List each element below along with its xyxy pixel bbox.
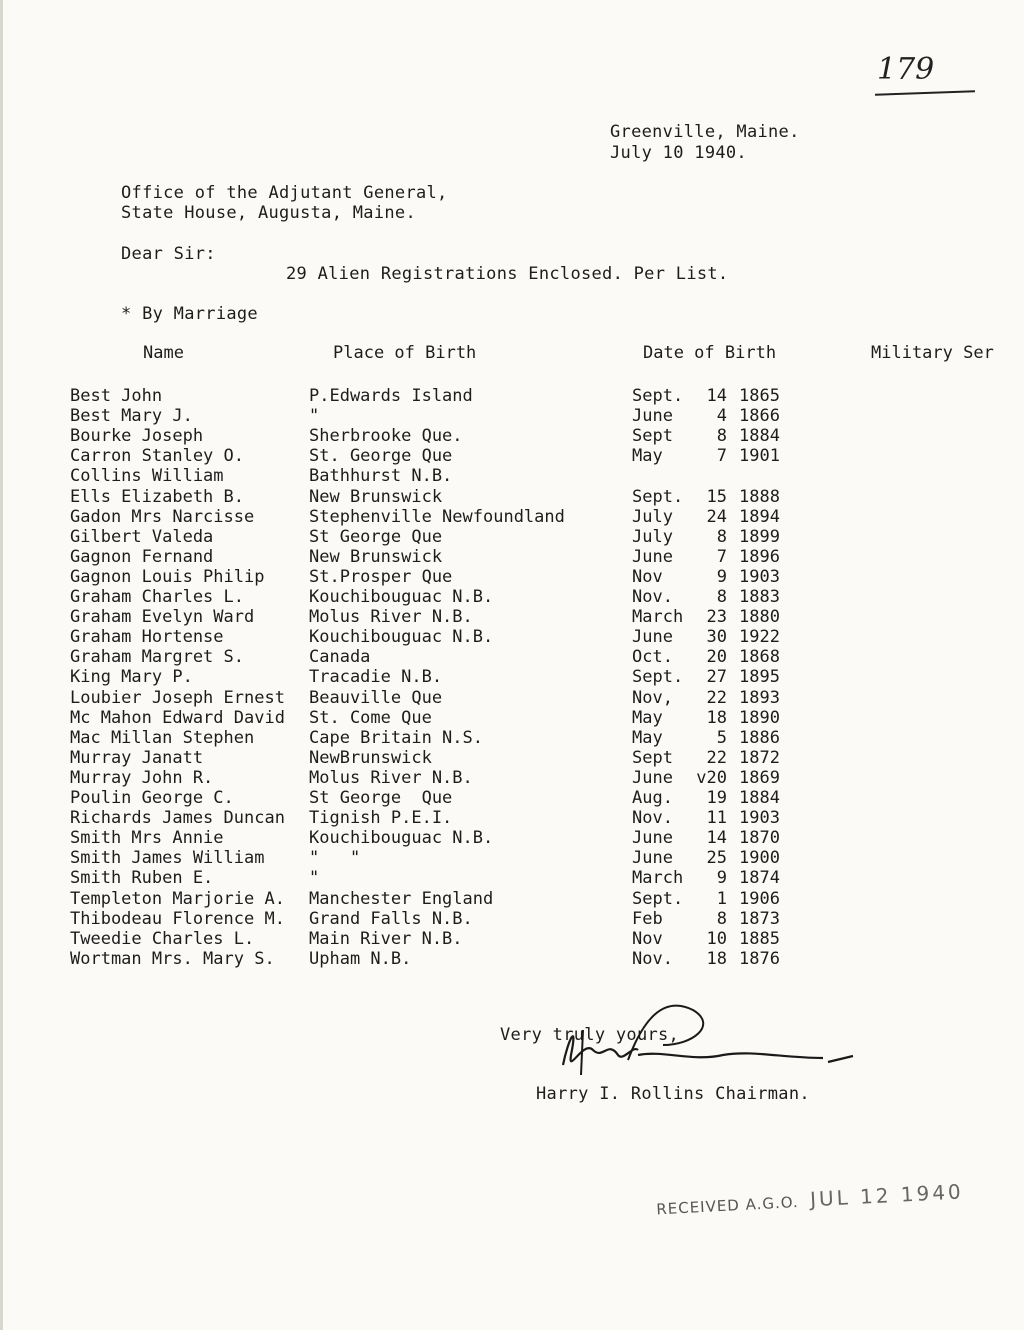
birth-year: 1868 — [739, 647, 780, 668]
birth-place: Tignish P.E.I. — [309, 808, 453, 829]
birth-year: 1869 — [739, 767, 780, 788]
birth-day: 8 — [716, 908, 727, 929]
birth-year: 1886 — [739, 727, 780, 748]
list-item — [3, 406, 1024, 426]
birth-day: 24 — [706, 506, 727, 527]
birth-day: 7 — [716, 546, 727, 567]
birth-place: Grand Falls N.B. — [309, 908, 473, 929]
birth-month: July — [632, 526, 673, 547]
birth-month: March — [632, 607, 684, 628]
birth-place: Sherbrooke Que. — [309, 426, 463, 447]
list-item — [3, 587, 1024, 607]
list-item — [3, 949, 1024, 969]
birth-place: Upham N.B. — [309, 948, 412, 969]
column-header-place: Place of Birth — [333, 343, 477, 363]
birth-day: 27 — [706, 667, 727, 688]
subject-line: 29 Alien Registrations Enclosed. Per List. — [286, 264, 729, 284]
person-name: Murray John R. — [70, 767, 214, 788]
signer-name: Harry I. Rollins Chairman. — [536, 1084, 810, 1104]
received-stamp: RECEIVED A.G.O. JUL 12 1940 — [655, 1179, 965, 1219]
birth-day: 20 — [706, 647, 727, 668]
person-name: Graham Margret S. — [70, 647, 244, 668]
birth-month: Sept — [632, 747, 673, 768]
birth-year: 1901 — [739, 446, 780, 467]
birth-year: 1884 — [739, 788, 780, 808]
birth-year: 1870 — [739, 828, 780, 849]
birth-month: Sept. — [632, 888, 684, 909]
birth-place: Kouchibouguac N.B. — [309, 828, 494, 849]
birth-year: 1906 — [739, 888, 780, 909]
person-name: Best John — [70, 386, 163, 406]
person-name: Collins William — [70, 466, 224, 487]
birth-day: 9 — [716, 566, 727, 587]
birth-day: 5 — [716, 727, 727, 748]
birth-day: 18 — [706, 948, 727, 969]
birth-month: May — [632, 727, 663, 748]
birth-day: 18 — [706, 707, 727, 728]
birth-place: Kouchibouguac N.B. — [309, 587, 494, 607]
birth-month: July — [632, 506, 673, 527]
birth-year: 1893 — [739, 687, 780, 708]
birth-place: New Brunswick — [309, 546, 443, 567]
person-name: Mac Millan Stephen — [70, 727, 255, 748]
birth-place: New Brunswick — [309, 486, 443, 507]
birth-day: 8 — [716, 526, 727, 547]
list-item — [3, 647, 1024, 667]
birth-month: May — [632, 707, 663, 728]
column-header-military: Military Ser — [871, 343, 994, 363]
birth-place: " " — [309, 848, 361, 869]
birth-day: 22 — [706, 747, 727, 768]
birth-month: Sept. — [632, 486, 684, 507]
person-name: Smith James William — [70, 848, 265, 869]
birth-year: 1895 — [739, 667, 780, 688]
birth-year: 1903 — [739, 808, 780, 829]
birth-month: Sept — [632, 426, 673, 447]
addressee-line1: Office of the Adjutant General, — [121, 183, 448, 203]
birth-year: 1885 — [739, 928, 780, 949]
birth-day: 8 — [716, 587, 727, 607]
person-name: Tweedie Charles L. — [70, 928, 255, 949]
person-name: Best Mary J. — [70, 406, 193, 427]
person-name: Graham Hortense — [70, 627, 224, 648]
birth-place: Bathhurst N.B. — [309, 466, 453, 487]
birth-year: 1884 — [739, 426, 780, 447]
list-item — [3, 868, 1024, 888]
birth-year: 1922 — [739, 627, 780, 648]
list-item — [3, 929, 1024, 949]
list-item — [3, 567, 1024, 587]
birth-day: 14 — [706, 386, 727, 406]
birth-place: Kouchibouguac N.B. — [309, 627, 494, 648]
birth-place: P.Edwards Island — [309, 386, 473, 406]
list-item — [3, 547, 1024, 567]
person-name: Gadon Mrs Narcisse — [70, 506, 255, 527]
person-name: Ells Elizabeth B. — [70, 486, 244, 507]
birth-month: June — [632, 828, 673, 849]
list-item — [3, 527, 1024, 547]
signature-image — [523, 1000, 863, 1090]
birth-place: Molus River N.B. — [309, 767, 473, 788]
birth-place: Canada — [309, 647, 371, 668]
birth-month: Nov — [632, 566, 663, 587]
birth-month: May — [632, 446, 663, 467]
birth-month: Sept. — [632, 386, 684, 406]
person-name: Smith Mrs Annie — [70, 828, 224, 849]
person-name: Poulin George C. — [70, 788, 234, 808]
birth-month: March — [632, 868, 684, 889]
birth-year: 1900 — [739, 848, 780, 869]
birth-day: 14 — [706, 828, 727, 849]
list-item — [3, 748, 1024, 768]
birth-month: Nov, — [632, 687, 673, 708]
birth-month: Aug. — [632, 788, 673, 808]
closing: Very truly yours, — [500, 1025, 680, 1045]
birth-month: Oct. — [632, 647, 673, 668]
person-name: Gagnon Fernand — [70, 546, 214, 567]
birth-place: St.Prosper Que — [309, 566, 453, 587]
list-item — [3, 728, 1024, 748]
birth-month: Sept. — [632, 667, 684, 688]
list-item — [3, 889, 1024, 909]
birth-place: Main River N.B. — [309, 928, 463, 949]
person-name: Wortman Mrs. Mary S. — [70, 948, 275, 969]
person-name: Gagnon Louis Philip — [70, 566, 265, 587]
birth-year: 1888 — [739, 486, 780, 507]
birth-place: NewBrunswick — [309, 747, 432, 768]
birth-day: 7 — [716, 446, 727, 467]
birth-month: Feb — [632, 908, 663, 929]
birth-day: 9 — [716, 868, 727, 889]
person-name: King Mary P. — [70, 667, 193, 688]
birth-day: 22 — [706, 687, 727, 708]
birth-year: 1873 — [739, 908, 780, 929]
birth-place: St George Que — [309, 526, 443, 547]
birth-year: 1896 — [739, 546, 780, 567]
birth-day: 1 — [716, 888, 727, 909]
person-name: Gilbert Valeda — [70, 526, 214, 547]
person-name: Loubier Joseph Ernest — [70, 687, 285, 708]
list-item — [3, 507, 1024, 527]
marriage-note: * By Marriage — [121, 304, 258, 324]
birth-day: v20 — [696, 767, 727, 788]
page-number: 179 — [875, 52, 975, 102]
birth-place: Cape Britain N.S. — [309, 727, 483, 748]
birth-year: 1865 — [739, 386, 780, 406]
birth-place: Beauville Que — [309, 687, 443, 708]
birth-place: Manchester England — [309, 888, 494, 909]
birth-place: St. Come Que — [309, 707, 432, 728]
list-item — [3, 446, 1024, 466]
birth-year: 1872 — [739, 747, 780, 768]
list-item — [3, 828, 1024, 848]
person-name: Carron Stanley O. — [70, 446, 244, 467]
birth-day: 8 — [716, 426, 727, 447]
person-name: Murray Janatt — [70, 747, 204, 768]
list-item — [3, 627, 1024, 647]
birth-place: Tracadie N.B. — [309, 667, 443, 688]
page-number-underline — [875, 90, 975, 95]
person-name: Thibodeau Florence M. — [70, 908, 285, 929]
birth-place: St George Que — [309, 788, 453, 808]
birth-month: June — [632, 406, 673, 427]
person-name: Graham Evelyn Ward — [70, 607, 255, 628]
birth-year: 1899 — [739, 526, 780, 547]
person-name: Templeton Marjorie A. — [70, 888, 285, 909]
birth-day: 15 — [706, 486, 727, 507]
birth-month: Nov. — [632, 948, 673, 969]
birth-year: 1866 — [739, 406, 780, 427]
birth-month: June — [632, 767, 673, 788]
birth-day: 11 — [706, 808, 727, 829]
list-item — [3, 848, 1024, 868]
birth-day: 4 — [716, 406, 727, 427]
list-item — [3, 909, 1024, 929]
list-item — [3, 768, 1024, 788]
list-item — [3, 386, 1024, 406]
column-header-name: Name — [143, 343, 184, 363]
birth-day: 10 — [706, 928, 727, 949]
birth-month: Nov. — [632, 808, 673, 829]
header-date: July 10 1940. — [610, 143, 747, 163]
person-name: Graham Charles L. — [70, 587, 244, 607]
birth-day: 23 — [706, 607, 727, 628]
list-item — [3, 466, 1024, 486]
birth-month: June — [632, 546, 673, 567]
header-place: Greenville, Maine. — [610, 122, 800, 142]
list-item — [3, 667, 1024, 687]
birth-year: 1874 — [739, 868, 780, 889]
birth-place: Molus River N.B. — [309, 607, 473, 628]
birth-day: 19 — [706, 788, 727, 808]
list-item — [3, 487, 1024, 507]
birth-day: 30 — [706, 627, 727, 648]
birth-year: 1903 — [739, 566, 780, 587]
birth-place: " — [309, 406, 320, 427]
list-item — [3, 808, 1024, 828]
addressee-line2: State House, Augusta, Maine. — [121, 203, 416, 223]
birth-place: St. George Que — [309, 446, 453, 467]
person-name: Bourke Joseph — [70, 426, 204, 447]
birth-year: 1890 — [739, 707, 780, 728]
list-item — [3, 426, 1024, 446]
birth-year: 1883 — [739, 587, 780, 607]
birth-month: Nov. — [632, 587, 673, 607]
birth-month: Nov — [632, 928, 663, 949]
birth-place: Stephenville Newfoundland — [309, 506, 565, 527]
person-name: Mc Mahon Edward David — [70, 707, 285, 728]
birth-place: " — [309, 868, 320, 889]
list-item — [3, 788, 1024, 808]
birth-year: 1880 — [739, 607, 780, 628]
list-item — [3, 688, 1024, 708]
list-item — [3, 708, 1024, 728]
person-name: Smith Ruben E. — [70, 868, 214, 889]
birth-year: 1894 — [739, 506, 780, 527]
person-name: Richards James Duncan — [70, 808, 285, 829]
column-header-date: Date of Birth — [643, 343, 777, 363]
birth-year: 1876 — [739, 948, 780, 969]
birth-day: 25 — [706, 848, 727, 869]
birth-month: June — [632, 627, 673, 648]
salutation: Dear Sir: — [121, 244, 216, 264]
birth-month: June — [632, 848, 673, 869]
list-item — [3, 607, 1024, 627]
